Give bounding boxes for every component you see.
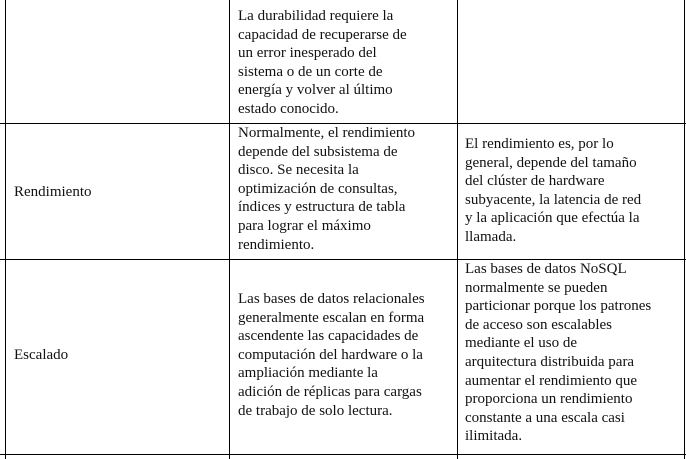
durability-relational-cell: La durabilidad requiere la capacidad de recuperarse de un error inesperado del sistema o de un corte de energía y volver al último estado conocido. [238,8,407,117]
row-label-escalado: Escalado [14,347,69,363]
column-divider-2 [457,0,458,459]
table-border-left [5,0,6,459]
row-divider-3 [0,454,686,455]
durability-nosql-cell [465,7,679,123]
rendimiento-nosql-cell: El rendimiento es, por lo general, depende del tamaño del clúster de hardware subyacente, la latencia de red y la aplicación que efectúa la llamada. [465,136,642,245]
row-label-rendimiento: Rendimiento [14,184,92,200]
table-border-right [684,0,685,459]
escalado-relational-cell: Las bases de datos relacionales generalmente escalan en forma ascendente las capacidades de computación del hardware o la ampliación mediante la adición de réplicas para cargas de trabajo de solo lectura. [238,291,425,419]
escalado-nosql-cell: Las bases de datos NoSQL normalmente se pueden particionar porque los patrones de acceso son escalables mediante el uso de arquitectura distribuida para aumentar el rendimiento que proporciona un rendimiento constante a una escala casi ilimitada. [465,261,652,445]
rendimiento-relational-cell: Normalmente, el rendimiento depende del subsistema de disco. Se necesita la optimización de consultas, índices y estructura de tabla para lograr el máximo rendimiento. [238,125,416,253]
column-divider-1 [229,0,230,459]
